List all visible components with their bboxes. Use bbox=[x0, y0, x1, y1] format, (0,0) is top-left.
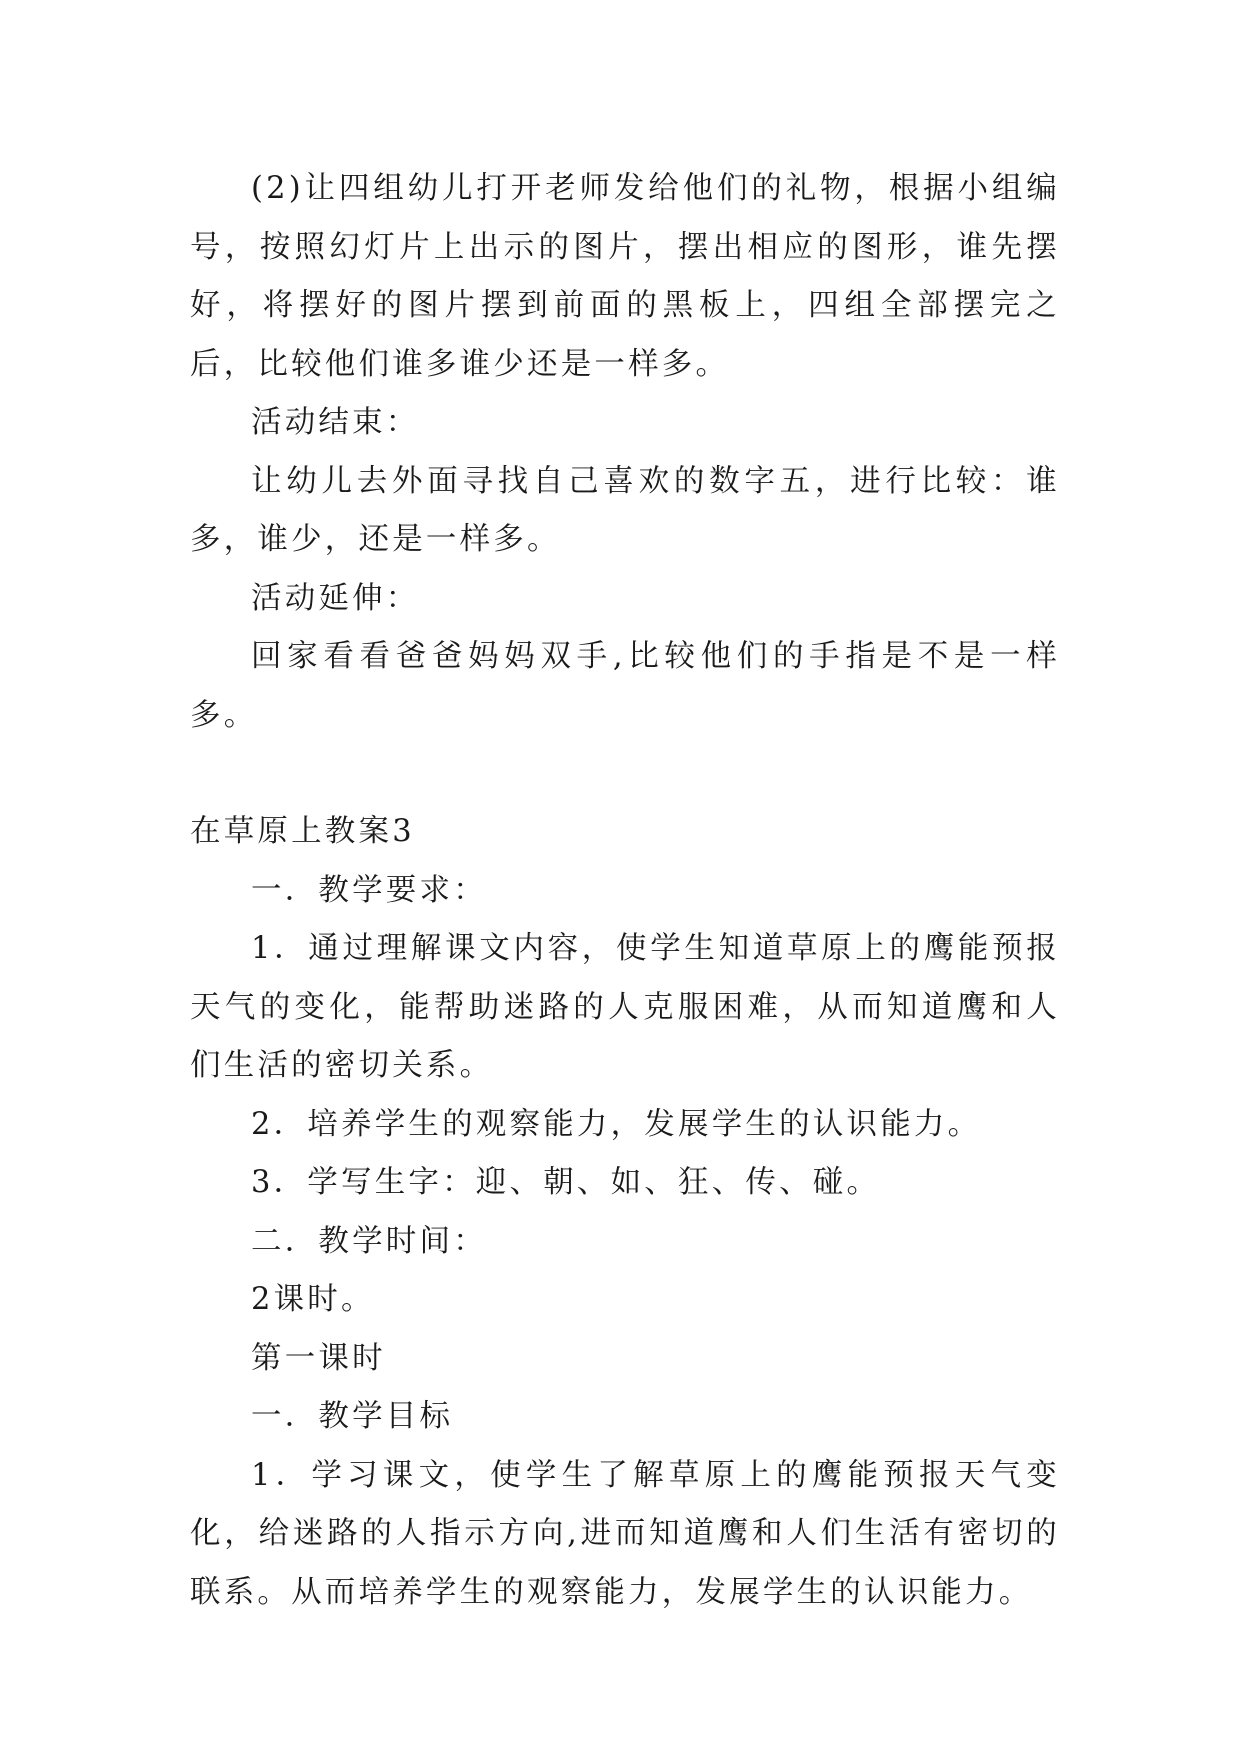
paragraph: 第一课时 bbox=[251, 1340, 386, 1376]
paragraph: 2．培养学生的观察能力，发展学生的认识能力。 bbox=[251, 1106, 982, 1142]
paragraph: (2)让四组幼儿打开老师发给他们的礼物，根据小组编号，按照幻灯片上出示的图片，摆出相应的图形，谁先摆好，将摆好的图片摆到前面的黑板上，四组全部摆完之后，比较他们谁多谁少还是一样多。 bbox=[190, 171, 1060, 382]
document-body bbox=[190, 160, 1060, 1622]
paragraph: 一．教学要求： bbox=[251, 872, 487, 908]
paragraph: 1．学习课文，使学生了解草原上的鹰能预报天气变化，给迷路的人指示方向,进而知道鹰和人们生活有密切的联系。从而培养学生的观察能力，发展学生的认识能力。 bbox=[190, 1457, 1060, 1610]
paragraph: 回家看看爸爸妈妈双手,比较他们的手指是不是一样多。 bbox=[190, 639, 1060, 733]
paragraph: 活动结束： bbox=[251, 405, 420, 440]
paragraph: 二．教学时间： bbox=[251, 1223, 487, 1259]
section-title: 在草原上教案3 bbox=[190, 814, 415, 849]
paragraph: 一．教学目标 bbox=[251, 1399, 454, 1434]
paragraph: 3．学写生字：迎、朝、如、狂、传、碰。 bbox=[251, 1165, 881, 1200]
paragraph: 让幼儿去外面寻找自己喜欢的数字五，进行比较：谁多，谁少，还是一样多。 bbox=[190, 463, 1060, 557]
paragraph: 1．通过理解课文内容，使学生知道草原上的鹰能预报天气的变化，能帮助迷路的人克服困难，从而知道鹰和人们生活的密切关系。 bbox=[190, 931, 1060, 1083]
paragraph: 活动延伸： bbox=[251, 580, 420, 616]
paragraph: 2课时。 bbox=[251, 1282, 375, 1317]
